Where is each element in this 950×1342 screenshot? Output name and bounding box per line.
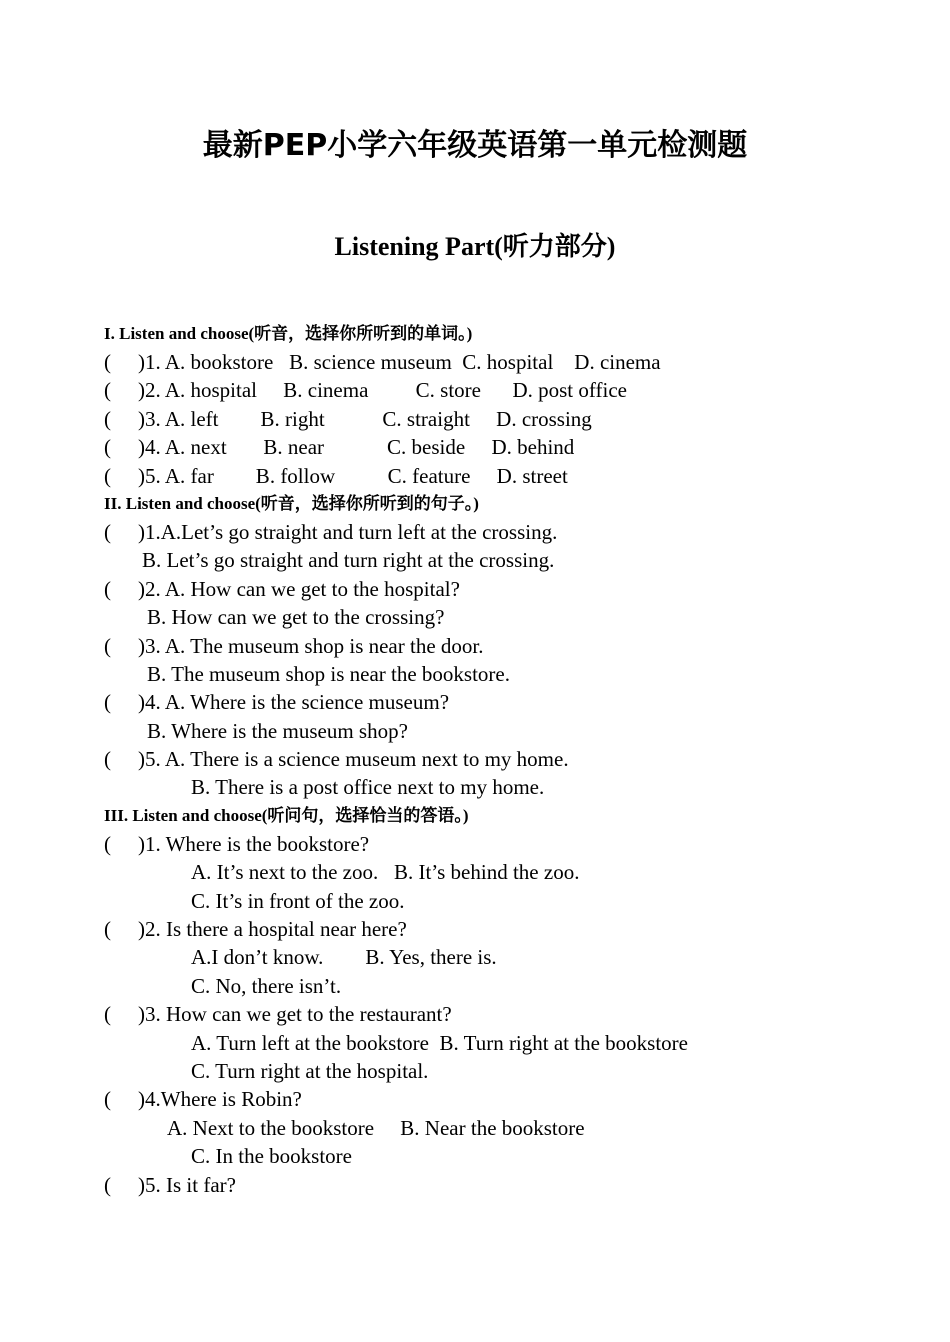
- question-text: )4. A. Where is the science museum?: [138, 690, 450, 715]
- question-row: [104, 433, 924, 461]
- answer-options: A.I don’t know. B. Yes, there is.: [191, 945, 497, 970]
- answer-blank: (: [104, 378, 111, 403]
- option-b-line: B. There is a post office next to my home.: [191, 775, 545, 800]
- question-text: )3. A. The museum shop is near the door.: [138, 633, 484, 658]
- question-row: [104, 376, 924, 404]
- question-row: [104, 462, 924, 490]
- section-3-heading: III. Listen and choose(听问句，选择恰当的答语。): [104, 805, 469, 825]
- question-text: )1. A. bookstore B. science museum C. hospital D. cinema: [138, 350, 661, 374]
- answer-options: C. In the bookstore: [191, 1144, 352, 1169]
- section-1-heading: I. Listen and choose(听音，选择你所听到的单词。): [104, 324, 473, 343]
- answer-blank: (: [104, 1087, 111, 1112]
- answer-blank: (: [104, 831, 111, 856]
- question-text: )3. How can we get to the restaurant?: [138, 1002, 452, 1027]
- question-row: [104, 632, 924, 660]
- answer-blank: (: [104, 435, 111, 460]
- question-row: [104, 348, 924, 376]
- answer-blank: (: [104, 519, 111, 544]
- question-row: [104, 405, 924, 433]
- answer-blank: (: [104, 350, 111, 374]
- question-text: )4.Where is Robin?: [138, 1087, 302, 1112]
- question-text: )5. Is it far?: [138, 1172, 236, 1197]
- question-row: [104, 830, 924, 858]
- option-b-line: B. How can we get to the crossing?: [147, 605, 445, 630]
- question-text: )5. A. far B. follow C. feature D. street: [138, 463, 568, 488]
- question-text: )3. A. left B. right C. straight D. crossing: [138, 406, 592, 431]
- answer-blank: (: [104, 690, 111, 715]
- question-text: )5. A. There is a science museum next to my home.: [138, 747, 569, 772]
- answer-blank: (: [104, 917, 111, 942]
- question-text: )4. A. next B. near C. beside D. behind: [138, 435, 575, 460]
- answer-blank: (: [104, 406, 111, 431]
- question-row: [104, 575, 924, 603]
- question-text: )1.A.Let’s go straight and turn left at the crossing.: [138, 519, 558, 544]
- section-subtitle: Listening Part(听力部分): [334, 232, 616, 261]
- question-row: [104, 915, 924, 943]
- answer-options: C. It’s in front of the zoo.: [191, 888, 405, 913]
- question-row: [104, 1000, 924, 1028]
- option-b-line: B. Where is the museum shop?: [147, 718, 408, 743]
- answer-options: A. Next to the bookstore B. Near the bookstore: [167, 1115, 585, 1140]
- question-text: )2. Is there a hospital near here?: [138, 917, 407, 942]
- answer-blank: (: [104, 633, 111, 658]
- answer-options: A. It’s next to the zoo. B. It’s behind the zoo.: [191, 860, 580, 885]
- question-row: [104, 745, 924, 773]
- question-text: )1. Where is the bookstore?: [138, 831, 370, 856]
- section-2-heading: II. Listen and choose(听音，选择你所听到的句子。): [104, 493, 479, 513]
- question-text: )2. A. hospital B. cinema C. store D. post office: [138, 378, 627, 403]
- question-row: [104, 518, 924, 546]
- question-text: )2. A. How can we get to the hospital?: [138, 576, 460, 601]
- option-b-line: B. Let’s go straight and turn right at the crossing.: [142, 548, 555, 573]
- document-body: [104, 320, 924, 1199]
- question-row: [104, 688, 924, 716]
- question-row: [104, 1085, 924, 1113]
- answer-blank: (: [104, 463, 111, 488]
- option-b-line: B. The museum shop is near the bookstore.: [147, 661, 510, 686]
- answer-blank: (: [104, 1002, 111, 1027]
- question-row: [104, 1171, 924, 1199]
- answer-options: C. Turn right at the hospital.: [191, 1058, 429, 1083]
- answer-options: A. Turn left at the bookstore B. Turn right at the bookstore: [191, 1030, 688, 1055]
- answer-options: C. No, there isn’t.: [191, 973, 342, 998]
- page-title: 最新PEP小学六年级英语第一单元检测题: [202, 128, 748, 163]
- answer-blank: (: [104, 576, 111, 601]
- answer-blank: (: [104, 747, 111, 772]
- answer-blank: (: [104, 1172, 111, 1197]
